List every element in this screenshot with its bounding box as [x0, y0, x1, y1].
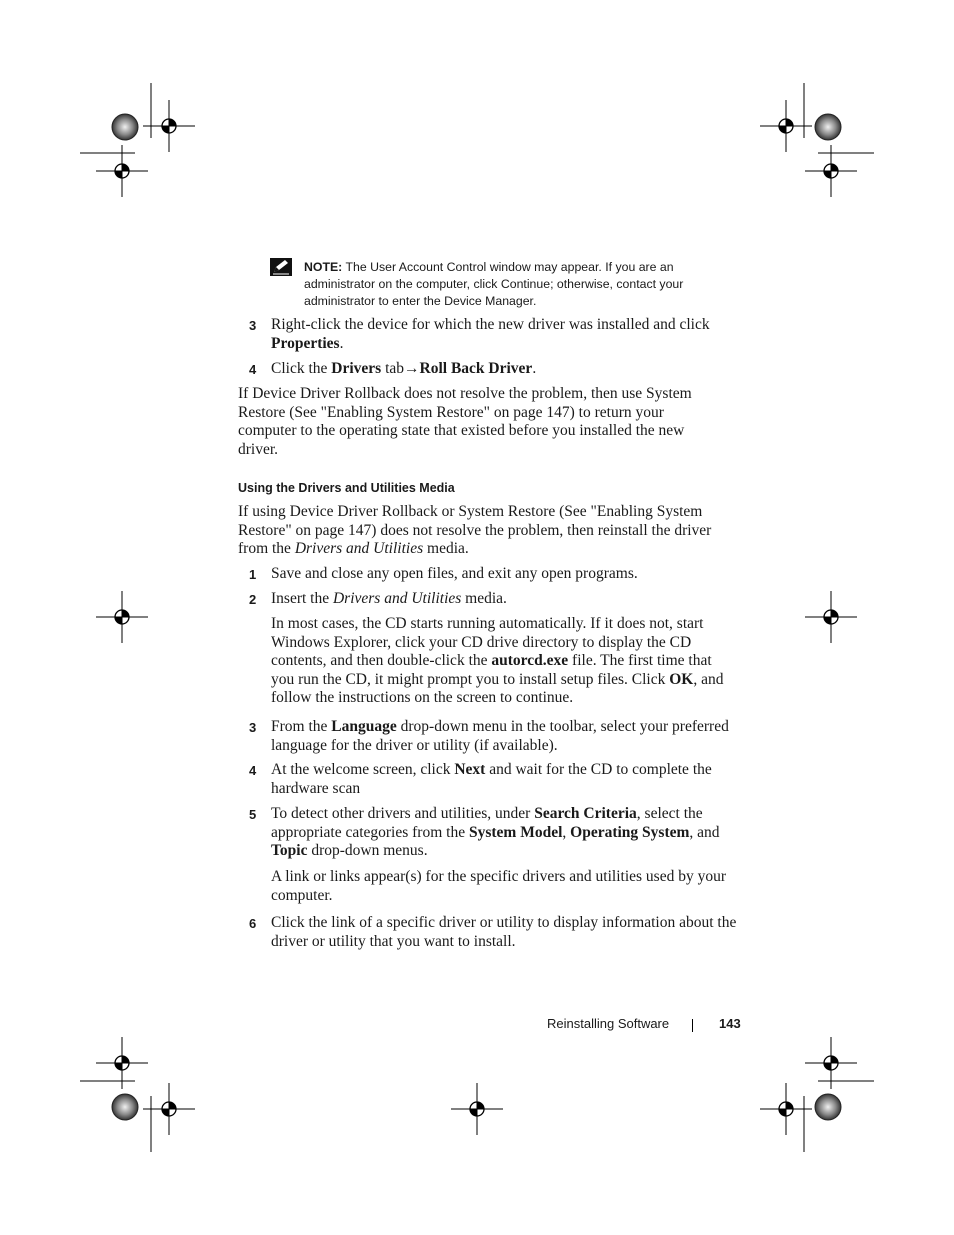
step-text — [271, 590, 741, 609]
note-label: NOTE: — [304, 260, 343, 274]
step-text — [271, 360, 741, 379]
pencil-note-icon — [270, 258, 292, 276]
step-text-part: media. — [461, 590, 507, 607]
step-text-part: , — [562, 823, 571, 841]
ok-term: OK — [669, 670, 694, 688]
step-text-part: , and — [689, 823, 720, 841]
autorcd-exe-term: autorcd.exe — [491, 652, 569, 670]
step-number: 2 — [249, 592, 257, 607]
step-text-part: From the — [271, 718, 332, 735]
paragraph-part: media. — [423, 540, 469, 558]
step-text-part: drop-down menus. — [307, 842, 428, 860]
note-user-account-control: User Account Control — [370, 260, 487, 274]
drivers-tab-term: Drivers — [331, 360, 382, 377]
paragraph-part: If using Device Driver Rollback or System Restore (See "Enabling System Restore" on page 147) does not resolve the problem, then reinstall the driver from the — [238, 503, 712, 558]
step-text-part: In most cases, the CD starts running automatically. If it does not, start Windows Explorer, click your CD drive directory to display the CD contents, and then double-click the — [271, 615, 704, 670]
drivers-utilities-title: Drivers and Utilities — [294, 540, 424, 558]
operating-system-term: Operating System — [570, 823, 690, 841]
note-text-part: The — [345, 260, 371, 274]
step-subparagraph: A link or links appear(s) for the specific drivers and utilities used by your computer. — [271, 868, 726, 904]
registration-mark-icon — [805, 591, 857, 643]
step-text-part: . — [339, 334, 344, 352]
step-text: Click the link of a specific driver or utility to display information about the driver or utility that you want to install. — [271, 914, 737, 950]
section-heading: Using the Drivers and Utilities Media — [238, 481, 455, 495]
footer-section-title: Reinstalling Software — [547, 1016, 670, 1031]
page-number: 143 — [719, 1016, 741, 1031]
step-subparagraph — [271, 615, 736, 708]
paragraph — [238, 503, 736, 559]
step-text-part: file. The first time that you run the CD, it might prompt you to install setup files. Click — [271, 652, 712, 688]
step-text — [271, 316, 741, 353]
step-number: 4 — [249, 362, 257, 377]
paragraph: If Device Driver Rollback does not resolve the problem, then use System Restore (See "Enabling System Restore" on page 147) to return your computer to the operating state that existed before you installed the new driver. — [238, 385, 692, 458]
note-continue: Continue — [500, 277, 551, 291]
step-text-part: tab — [381, 360, 405, 377]
registration-mark-icon — [96, 591, 148, 643]
step-text-part: Click the — [271, 360, 332, 377]
step-text-part: , and follow the instructions on the screen to continue. — [271, 670, 724, 707]
footer-divider — [692, 1019, 693, 1032]
step-text — [271, 718, 741, 755]
search-criteria-term: Search Criteria — [534, 805, 637, 822]
step-number: 6 — [249, 916, 257, 931]
topic-term: Topic — [271, 842, 308, 860]
arrow-icon: → — [404, 360, 420, 377]
step-text-part: drop-down menu in the toolbar, select your preferred language for the driver or utility (if available). — [271, 718, 729, 754]
note-text-part: ; otherwise, contact your administrator to enter the Device Manager. — [304, 277, 684, 308]
note-text-part: window may appear. If you are an administrator on the computer, click — [304, 260, 674, 291]
step-number: 3 — [249, 720, 257, 735]
step-text-part: Right-click the device for which the new driver was installed and click — [271, 316, 710, 333]
system-model-term: System Model — [468, 823, 563, 841]
roll-back-driver-term: Roll Back Driver — [419, 360, 533, 377]
step-number: 4 — [249, 763, 257, 778]
next-term: Next — [454, 761, 486, 778]
step-number: 3 — [249, 318, 257, 333]
step-text-part: and wait for the CD to complete the hardware scan — [271, 761, 712, 797]
step-text-part: Insert the — [271, 590, 333, 607]
registration-mark-icon — [451, 1083, 503, 1135]
step-text: Save and close any open files, and exit any open programs. — [271, 565, 638, 582]
step-text — [271, 761, 731, 798]
step-text-part: To detect other drivers and utilities, under — [271, 805, 535, 822]
step-number: 1 — [249, 567, 257, 582]
step-text — [271, 805, 741, 861]
step-text-part: At the welcome screen, click — [271, 761, 455, 778]
step-text-part: , select the appropriate categories from the — [271, 805, 703, 841]
step-text-part: . — [532, 360, 537, 377]
properties-term: Properties — [271, 334, 340, 352]
note-text — [304, 259, 724, 310]
step-number: 5 — [249, 807, 257, 822]
language-term: Language — [331, 718, 397, 735]
drivers-utilities-title: Drivers and Utilities — [332, 590, 462, 607]
